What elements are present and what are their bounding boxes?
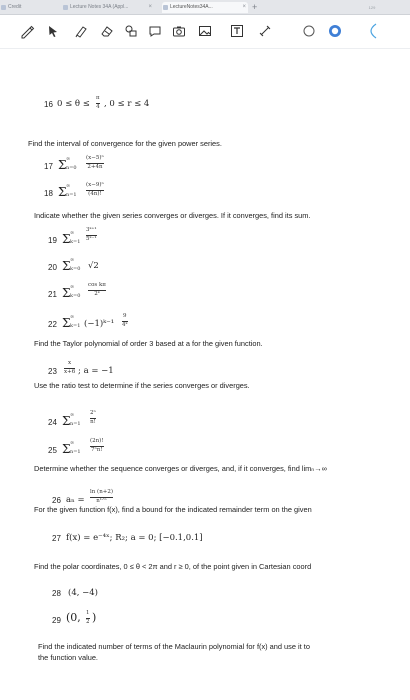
problem-26-number: 26 — [52, 496, 61, 505]
problem-23-tail: ; a = −1 — [78, 366, 114, 376]
problem-24-fraction: 2ⁿ n! — [90, 410, 96, 425]
circle-tool-button[interactable] — [298, 20, 320, 42]
tab-count-badge: 129 — [368, 5, 376, 10]
problem-29-fraction: 1 2 — [86, 610, 90, 625]
shapes-icon — [123, 23, 139, 39]
problem-17-sub: n=0 — [66, 165, 77, 171]
problem-21-sup: ∞ — [70, 284, 75, 290]
comment-tool-button[interactable] — [144, 20, 166, 42]
heading-ratio-test: Use the ratio test to determine if the series converges or diverges. — [34, 381, 250, 390]
problem-27-expression: f(x) = e⁻⁴ˣ; R₂; a = 0; [−0.1,0.1] — [66, 533, 203, 543]
lasso-icon — [73, 23, 89, 39]
heading-maclaurin-line-2: the function value. — [38, 653, 98, 662]
color-picker-button[interactable] — [324, 20, 346, 42]
problem-17-sum: Σ — [58, 158, 67, 172]
link-tool-button[interactable] — [254, 20, 276, 42]
browser-tab-strip — [0, 0, 410, 15]
problem-20-number: 20 — [48, 263, 57, 272]
problem-22-number: 22 — [48, 320, 57, 329]
pointer-tool-button[interactable] — [42, 20, 64, 42]
problem-22-fraction: 9 4ᵏ — [122, 313, 128, 328]
problem-17-fraction: (x−5)ⁿ 2+4n — [86, 155, 104, 170]
heading-sequence-limit: Determine whether the sequence converges or diverges, and, if it converges, find limₙ→∞ — [34, 464, 327, 473]
problem-16-expression: 0 ≤ θ ≤ — [57, 99, 90, 109]
problem-22-sub: k=1 — [70, 323, 81, 329]
image-tool-button[interactable] — [194, 20, 216, 42]
tab-close-icon[interactable]: × — [148, 4, 152, 10]
problem-29-open: (0, — [66, 611, 81, 624]
annotation-toolbar — [0, 15, 410, 49]
comment-icon — [147, 23, 163, 39]
problem-24-sub: n=1 — [70, 421, 81, 427]
problem-19-sum: Σ — [62, 232, 71, 246]
image-icon — [197, 23, 213, 39]
problem-18-sum: Σ — [58, 185, 67, 199]
problem-17-number: 17 — [44, 162, 53, 171]
camera-icon — [171, 23, 187, 39]
tab-favicon-icon — [63, 5, 68, 10]
pointer-icon — [45, 23, 61, 39]
color-arc-icon — [348, 23, 388, 39]
problem-19-fraction: 3ᵏ⁺¹ 5ᵏ⁻¹ — [86, 227, 97, 242]
tab-label: LectureNotes34A... — [170, 4, 213, 10]
tab-label: Lecture Notes 34A (Appl... — [70, 4, 129, 10]
problem-17-sup: ∞ — [66, 156, 71, 162]
heading-converges-or-diverges: Indicate whether the given series converges or diverges. If it converges, find its sum. — [34, 211, 311, 220]
worksheet-page — [0, 49, 410, 700]
problem-21-number: 21 — [48, 290, 57, 299]
text-box-icon — [229, 23, 245, 39]
problem-22-body: (−1)ᵏ⁻¹ — [84, 319, 115, 329]
problem-20-sup: ∞ — [70, 257, 75, 263]
problem-27-number: 27 — [52, 534, 61, 543]
heading-remainder-bound: For the given function f(x), find a bound for the indicated remainder term on the given — [34, 505, 312, 514]
problem-21-fraction: cos kπ 2ᵏ — [88, 282, 106, 297]
eraser-tool-button[interactable] — [96, 20, 118, 42]
problem-18-number: 18 — [44, 189, 53, 198]
problem-19-number: 19 — [48, 236, 57, 245]
lasso-tool-button[interactable] — [70, 20, 92, 42]
problem-28-expression: (4, −4) — [68, 588, 98, 598]
heading-taylor-polynomial: Find the Taylor polynomial of order 3 based at a for the given function. — [34, 339, 263, 348]
problem-22-sum: Σ — [62, 316, 71, 330]
problem-18-sub: n=1 — [66, 192, 77, 198]
problem-29-close: ) — [92, 611, 97, 624]
browser-tab-lecture-notes[interactable] — [62, 2, 154, 13]
color-preview-button[interactable] — [348, 20, 388, 42]
problem-26-fraction: ln (n+2) n¹ᐟⁿ — [90, 489, 113, 504]
pen-icon — [19, 23, 35, 39]
link-icon — [257, 23, 273, 39]
problem-22-sup: ∞ — [70, 314, 75, 320]
problem-16-fraction: π 4 — [96, 95, 100, 110]
problem-18-fraction: (x−9)ⁿ (4n)! — [86, 182, 104, 197]
color-swatch-icon — [327, 23, 343, 39]
problem-24-sum: Σ — [62, 414, 71, 428]
problem-24-sup: ∞ — [70, 412, 75, 418]
tab-label: Credit — [8, 4, 22, 10]
problem-25-number: 25 — [48, 446, 57, 455]
problem-19-sub: k=1 — [70, 239, 81, 245]
pen-tool-button[interactable] — [16, 20, 38, 42]
new-tab-button[interactable]: + — [252, 2, 258, 12]
heading-polar-coordinates: Find the polar coordinates, 0 ≤ θ < 2π and r ≥ 0, of the point given in Cartesian coord — [34, 562, 312, 571]
heading-interval-of-convergence: Find the interval of convergence for the given power series. — [28, 139, 222, 148]
problem-16-number: 16 — [44, 100, 53, 109]
problem-26-lhs: aₙ = — [66, 495, 85, 505]
camera-tool-button[interactable] — [168, 20, 190, 42]
problem-24-number: 24 — [48, 418, 57, 427]
problem-19-sup: ∞ — [70, 230, 75, 236]
tab-close-icon[interactable]: × — [242, 4, 246, 10]
browser-tab-credit[interactable] — [0, 2, 62, 13]
tab-favicon-icon — [163, 5, 168, 10]
problem-20-body: √2 — [88, 261, 99, 271]
problem-28-number: 28 — [52, 589, 61, 598]
circle-icon — [301, 23, 317, 39]
eraser-icon — [99, 23, 115, 39]
problem-23-fraction: x x+6 — [64, 360, 76, 375]
problem-25-fraction: (2n)! 7ⁿn! — [90, 438, 104, 453]
shapes-tool-button[interactable] — [120, 20, 142, 42]
problem-20-sub: k=0 — [70, 266, 81, 272]
text-box-tool-button[interactable] — [226, 20, 248, 42]
problem-25-sum: Σ — [62, 442, 71, 456]
problem-21-sub: k=0 — [70, 293, 81, 299]
heading-maclaurin-line-1: Find the indicated number of terms of the Maclaurin polynomial for f(x) and use it to — [38, 642, 310, 651]
problem-18-sup: ∞ — [66, 183, 71, 189]
problem-21-sum: Σ — [62, 286, 71, 300]
problem-20-sum: Σ — [62, 259, 71, 273]
problem-23-number: 23 — [48, 367, 57, 376]
problem-25-sup: ∞ — [70, 440, 75, 446]
problem-25-sub: n=1 — [70, 449, 81, 455]
browser-tab-active[interactable] — [162, 2, 248, 13]
tab-favicon-icon — [1, 5, 6, 10]
problem-16-tail: , 0 ≤ r ≤ 4 — [104, 99, 150, 109]
problem-29-number: 29 — [52, 616, 61, 625]
